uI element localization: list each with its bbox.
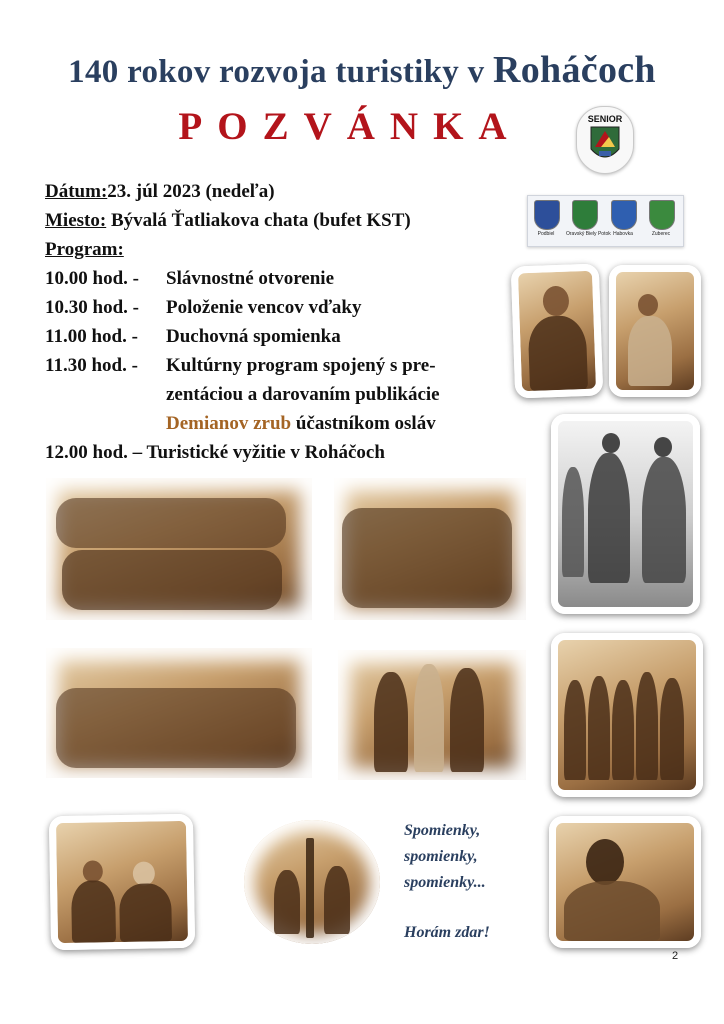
- group-of-hikers-photo: [551, 633, 703, 797]
- group-photo-mountain: [338, 650, 526, 780]
- program-continuation: [166, 409, 436, 438]
- badge-label: SENIOR: [587, 114, 623, 124]
- podbiel-coat-of-arms-icon: [534, 200, 560, 230]
- program-text-cont: zentáciou a darovaním publikácie: [166, 384, 440, 405]
- group-photo-meadow: [46, 648, 312, 778]
- municipal-coats-of-arms: [527, 195, 684, 247]
- program-text-cont: účastníkom osláv: [295, 413, 436, 434]
- program-time: 10.30 hod. -: [45, 297, 139, 318]
- title-line: 140 rokov rozvoja turistiky v: [68, 54, 485, 90]
- habovka-coat-of-arms-icon: [611, 200, 637, 230]
- program-label: Program:: [45, 239, 124, 260]
- closing-line: spomienky...: [404, 874, 486, 891]
- arms-label: Habovka: [613, 231, 633, 237]
- senior-club-logo: [576, 106, 634, 174]
- program-text: Kultúrny program spojený s pre-: [166, 355, 436, 376]
- man-portrait-photo: [549, 816, 701, 948]
- place-label: Miesto:: [45, 210, 107, 231]
- program-item-last: [45, 438, 385, 467]
- title-place: Roháčoch: [493, 49, 656, 91]
- arms-label: Podbiel: [537, 231, 555, 237]
- date-label: Dátum:: [45, 181, 108, 202]
- closing-line: Spomienky,: [404, 822, 481, 839]
- closing-line: spomienky,: [404, 848, 478, 865]
- program-text: 12.00 hod. – Turistické vyžitie v Roháčoch: [45, 442, 385, 463]
- hiker-portrait-photo: [609, 265, 701, 397]
- program-text: Položenie vencov vďaky: [166, 297, 362, 318]
- page-title: [0, 48, 724, 92]
- arms-label: Oravský Biely Potok: [566, 231, 611, 237]
- program-item: [45, 264, 334, 293]
- book-title: Demianov zrub: [166, 413, 292, 434]
- date-row: [45, 177, 275, 206]
- date-value: 23. júl 2023 (nedeľa): [107, 181, 275, 202]
- place-value: Bývalá Ťatliakova chata (bufet KST): [110, 210, 411, 231]
- group-photo-hikers: [334, 478, 526, 620]
- program-time: 11.00 hod. -: [45, 326, 138, 347]
- summit-cross-photo: [244, 820, 380, 944]
- program-time: 11.30 hod. -: [45, 355, 138, 376]
- oravsky-biely-potok-coat-of-arms-icon: [572, 200, 598, 230]
- zuberec-coat-of-arms-icon: [649, 200, 675, 230]
- program-text: Duchovná spomienka: [166, 326, 341, 347]
- program-heading: [45, 235, 124, 264]
- arms-label: Zuberec: [651, 231, 671, 237]
- closing-greeting: Horám zdar!: [404, 924, 490, 941]
- mountain-guides-photo: [551, 414, 700, 614]
- group-photo-team: [46, 478, 312, 620]
- place-row: [45, 206, 411, 235]
- program-text: Slávnostné otvorenie: [166, 268, 335, 289]
- club-emblem-icon: [577, 107, 633, 173]
- program-continuation: [166, 380, 440, 409]
- program-item: [45, 351, 436, 380]
- portrait-photo: [511, 264, 604, 399]
- program-time: 10.00 hod. -: [45, 268, 139, 289]
- program-item: [45, 322, 341, 351]
- page-number: 2: [672, 950, 679, 962]
- invitation-heading: POZVÁNKA: [178, 105, 522, 148]
- seniors-photo: [49, 814, 195, 950]
- program-item: [45, 293, 361, 322]
